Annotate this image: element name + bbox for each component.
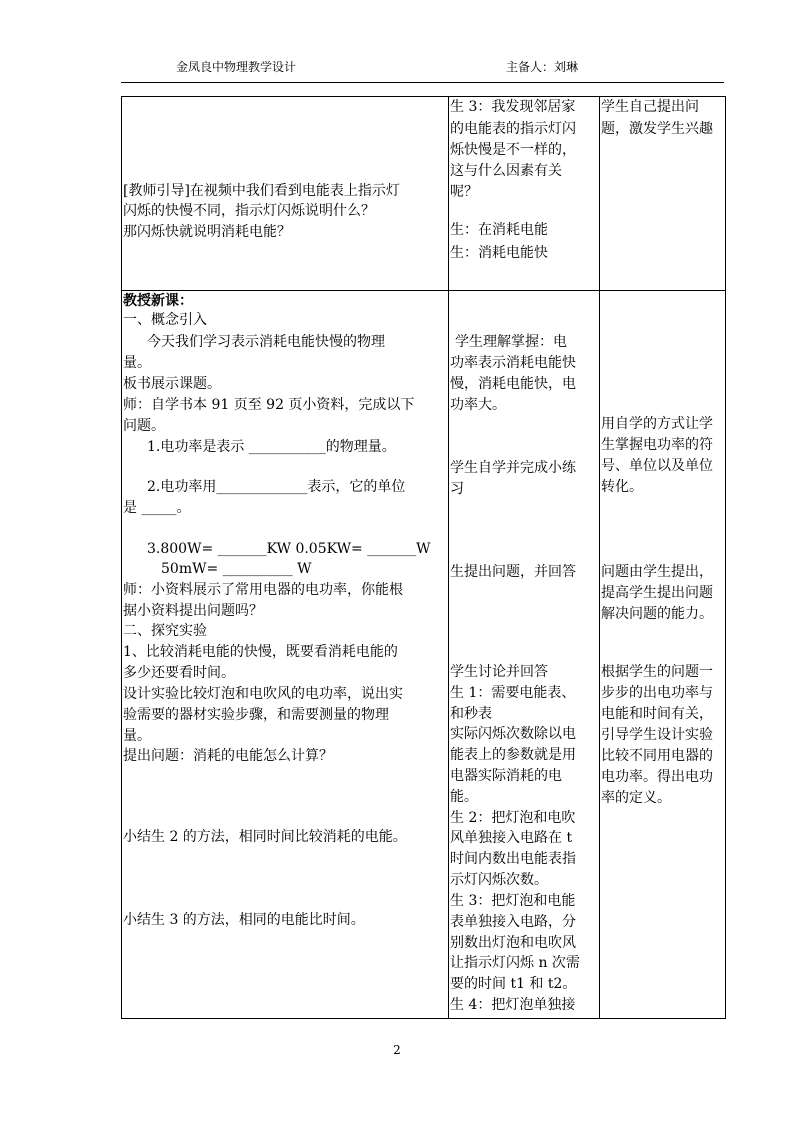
text-line: 据小资料提出问题吗？: [123, 603, 263, 619]
text-line: 学生自己提出问: [601, 99, 699, 115]
text-line: 电器实际消耗的电: [450, 768, 562, 784]
text-line: 是 _____。: [123, 500, 191, 516]
text-line: 验需要的器材实验步骤，和需要测量的物理: [123, 707, 389, 723]
text-line: 转化。: [601, 479, 643, 495]
text-line: 师：小资料展示了常用电器的电功率，你能根: [123, 582, 403, 598]
text-line: [教师引导]在视频中我们看到电能表上指示灯: [123, 183, 400, 199]
text-line: 解决问题的能力。: [601, 606, 713, 622]
text-line: 2.电功率用_____________表示，它的单位: [147, 479, 406, 495]
text-line: 生提出问题，并回答: [450, 564, 576, 580]
text-line: 生 2：把灯泡和电吹: [450, 810, 576, 826]
text-line: 小结生 3 的方法，相同的电能比时间。: [123, 912, 365, 928]
text-line: 电功率。得出电功: [601, 769, 713, 785]
lesson-plan-table: [121, 96, 726, 1019]
text-line: 引导学生设计实验: [601, 727, 713, 743]
teacher-activity-cell: [122, 291, 449, 1019]
text-line: 3.800W= _______KW 0.05KW= _______W: [147, 541, 431, 557]
text-line: 步步的出电功率与: [601, 685, 713, 701]
text-line: 烁快慢是不一样的，: [450, 142, 576, 158]
text-line: 要的时间 t1 和 t2。: [450, 976, 577, 992]
text-line: 小结生 2 的方法，相同时间比较消耗的电能。: [123, 829, 407, 845]
text-line: 二、探究实验: [123, 623, 207, 639]
text-line: 师：自学书本 91 页至 92 页小资料，完成以下: [123, 397, 415, 413]
text-line: 提高学生提出问题: [601, 585, 713, 601]
text-line: 根据学生的问题一: [601, 664, 713, 680]
text-line: 功率表示消耗电能快: [450, 355, 576, 371]
text-line: 功率大。: [450, 397, 506, 413]
text-line: 生 3：把灯泡和电能: [450, 893, 576, 909]
text-line: 设计实验比较灯泡和电吹风的电功率，说出实: [123, 686, 403, 702]
table-row: [122, 291, 726, 1019]
text-line: 那闪烁快就说明消耗电能？: [123, 224, 291, 240]
text-line: 呢？: [450, 184, 478, 200]
text-line: 实际闪烁次数除以电: [450, 726, 576, 742]
section-heading: 教授新课：: [123, 293, 193, 309]
text-line: 学生理解掌握：电: [455, 334, 567, 350]
text-line: 和秒表: [450, 706, 492, 722]
text-line: 率的定义。: [601, 790, 671, 806]
text-line: 1、比较消耗电能的快慢，既要看消耗电能的: [123, 644, 398, 660]
text-line: 板书展示课题。: [123, 376, 221, 392]
table-row: [122, 97, 726, 291]
text-line: 提出问题：消耗的电能怎么计算？: [123, 748, 333, 764]
text-line: 电能和时间有关，: [601, 706, 713, 722]
text-line: 生：在消耗电能: [450, 222, 548, 238]
text-line: 的电能表的指示灯闪: [450, 121, 576, 137]
text-line: 习: [450, 481, 464, 497]
text-line: 学生讨论并回答: [450, 664, 548, 680]
text-line: 号、单位以及单位: [601, 458, 713, 474]
text-line: 量。: [123, 355, 151, 371]
student-activity-cell: [449, 97, 600, 291]
text-line: 表单独接入电路，分: [450, 914, 576, 930]
text-line: 多少还要看时间。: [123, 665, 235, 681]
text-line: 生 1：需要电能表、: [450, 685, 576, 701]
page-number: 2: [393, 1043, 401, 1057]
design-intent-cell: [600, 291, 726, 1019]
text-line: 能。: [450, 789, 478, 805]
text-line: 题，激发学生兴趣: [601, 121, 713, 137]
design-intent-cell: [600, 97, 726, 291]
text-line: 能表上的参数就是用: [450, 747, 576, 763]
text-line: 50mW= __________ W: [161, 561, 312, 577]
text-line: 生掌握电功率的符: [601, 437, 713, 453]
text-line: 用自学的方式让学: [601, 416, 713, 432]
text-line: 比较不同用电器的: [601, 748, 713, 764]
header-divider: [121, 82, 724, 83]
text-line: 生 4：把灯泡单独接: [450, 997, 576, 1013]
text-line: 一、概念引入: [123, 312, 207, 328]
text-line: 这与什么因素有关: [450, 163, 562, 179]
header-school-title: 金凤良中物理教学设计: [176, 60, 297, 74]
text-line: 问题由学生提出，: [601, 564, 713, 580]
text-line: 1.电功率是表示 ___________的物理量。: [147, 439, 396, 455]
text-line: 示灯闪烁次数。: [450, 872, 548, 888]
text-line: 闪烁的快慢不同，指示灯闪烁说明什么？: [123, 203, 375, 219]
text-line: 量。: [123, 728, 151, 744]
text-line: 让指示灯闪烁 n 次需: [450, 955, 580, 971]
text-line: 学生自学并完成小练: [450, 460, 576, 476]
text-line: 今天我们学习表示消耗电能快慢的物理: [147, 334, 385, 350]
text-line: 生：消耗电能快: [450, 245, 548, 261]
text-line: 时间内数出电能表指: [450, 851, 576, 867]
text-line: 别数出灯泡和电吹风: [450, 935, 576, 951]
text-line: 生 3：我发现邻居家: [450, 99, 576, 115]
text-line: 风单独接入电路在 t: [450, 830, 573, 846]
teacher-activity-cell: [122, 97, 449, 291]
text-line: 问题。: [123, 418, 165, 434]
header-author: 主备人：刘琳: [506, 60, 579, 74]
student-activity-cell: [449, 291, 600, 1019]
text-line: 慢，消耗电能快，电: [450, 376, 576, 392]
